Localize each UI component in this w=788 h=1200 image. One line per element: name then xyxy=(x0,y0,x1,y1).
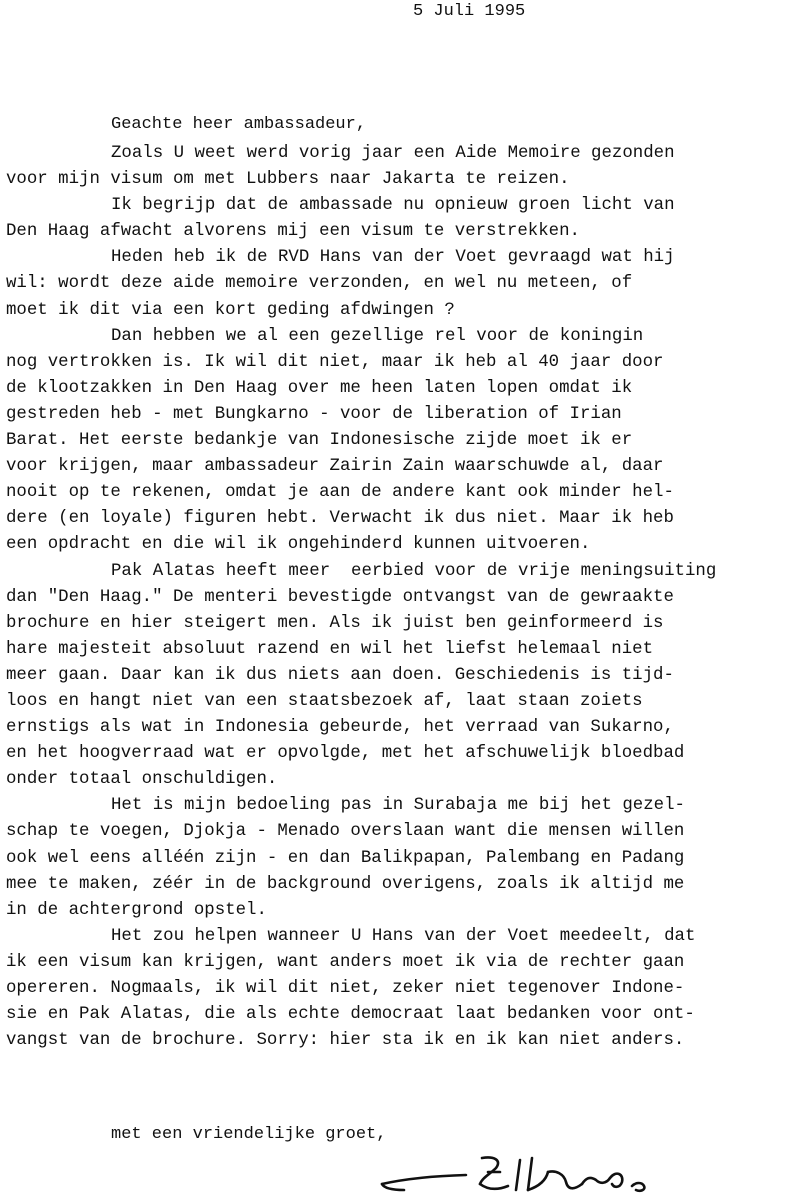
letter-line: vangst van de brochure. Sorry: hier sta ik en ik kan niet anders. xyxy=(6,1031,685,1051)
letter-closing: met een vriendelijke groet, xyxy=(111,1125,387,1144)
letter-line: mee te maken, zéér in de background overigens, zoals ik altijd me xyxy=(6,874,685,894)
letter-line: nog vertrokken is. Ik wil dit niet, maar ik heb al 40 jaar door xyxy=(6,352,664,372)
letter-line: gestreden heb - met Bungkarno - voor de liberation of Irian xyxy=(6,404,622,424)
letter-line: een opdracht en die wil ik ongehinderd kunnen uitvoeren. xyxy=(6,535,591,555)
letter-line: Barat. Het eerste bedankje van Indonesische zijde moet ik er xyxy=(6,431,633,451)
letter-line: Zoals U weet werd vorig jaar een Aide Memoire gezonden xyxy=(111,144,675,163)
letter-line: wil: wordt deze aide memoire verzonden, en wel nu meteen, of xyxy=(6,274,633,294)
letter-line: nooit op te rekenen, omdat je aan de andere kant ook minder hel- xyxy=(6,483,674,503)
letter-line: sie en Pak Alatas, die als echte democraat laat bedanken voor ont- xyxy=(6,1005,695,1025)
letter-line: dere (en loyale) figuren hebt. Verwacht ik dus niet. Maar ik heb xyxy=(6,509,674,529)
letter-line: de klootzakken in Den Haag over me heen laten lopen omdat ik xyxy=(6,378,633,398)
letter-line: ernstigs als wat in Indonesia gebeurde, het verraad van Sukarno, xyxy=(6,718,674,738)
handwritten-signature xyxy=(370,1150,690,1198)
letter-line: Pak Alatas heeft meer eerbied voor de vrije meningsuiting xyxy=(111,561,717,581)
letter-line: Den Haag afwacht alvorens mij een visum te verstrekken. xyxy=(6,222,580,242)
letter-line: hare majesteit absoluut razend en wil het liefst helemaal niet xyxy=(6,639,654,659)
letter-line: dan "Den Haag." De menteri bevestigde ontvangst van de gewraakte xyxy=(6,587,674,607)
letter-line: Ik begrijp dat de ambassade nu opnieuw groen licht van xyxy=(111,196,675,216)
letter-body xyxy=(0,141,788,1054)
letter-line: Het zou helpen wanneer U Hans van der Voet meedeelt, dat xyxy=(111,926,696,946)
letter-line: Heden heb ik de RVD Hans van der Voet gevraagd wat hij xyxy=(111,248,675,268)
letter-line: Dan hebben we al een gezellige rel voor de koningin xyxy=(111,326,644,346)
letter-line: voor mijn visum om met Lubbers naar Jakarta te reizen. xyxy=(6,170,570,190)
letter-line: meer gaan. Daar kan ik dus niets aan doen. Geschiedenis is tijd- xyxy=(6,665,674,685)
letter-line: loos en hangt niet van een staatsbezoek af, laat staan zoiets xyxy=(6,691,643,711)
letter-line: opereren. Nogmaals, ik wil dit niet, zeker niet tegenover Indone- xyxy=(6,979,685,998)
letter-salutation: Geachte heer ambassadeur, xyxy=(111,115,367,134)
letter-line: onder totaal onschuldigen. xyxy=(6,770,278,790)
letter-line: en het hoogverraad wat er opvolgde, met het afschuwelijk bloedbad xyxy=(6,744,685,764)
letter-line: schap te voegen, Djokja - Menado overslaan want die mensen willen xyxy=(6,822,685,842)
letter-date: 5 Juli 1995 xyxy=(413,2,526,21)
letter-line: moet ik dit via een kort geding afdwingen ? xyxy=(6,300,455,320)
letter-line: Het is mijn bedoeling pas in Surabaja me bij het gezel- xyxy=(111,796,685,816)
letter-line: ik een visum kan krijgen, want anders moet ik via de rechter gaan xyxy=(6,952,685,972)
letter-line: voor krijgen, maar ambassadeur Zairin Zain waarschuwde al, daar xyxy=(6,457,664,477)
letter-line: in de achtergrond opstel. xyxy=(6,900,267,920)
letter-line: brochure en hier steigert men. Als ik juist ben geinformeerd is xyxy=(6,613,664,633)
letter-line: ook wel eens alléén zijn - en dan Balikpapan, Palembang en Padang xyxy=(6,848,685,868)
